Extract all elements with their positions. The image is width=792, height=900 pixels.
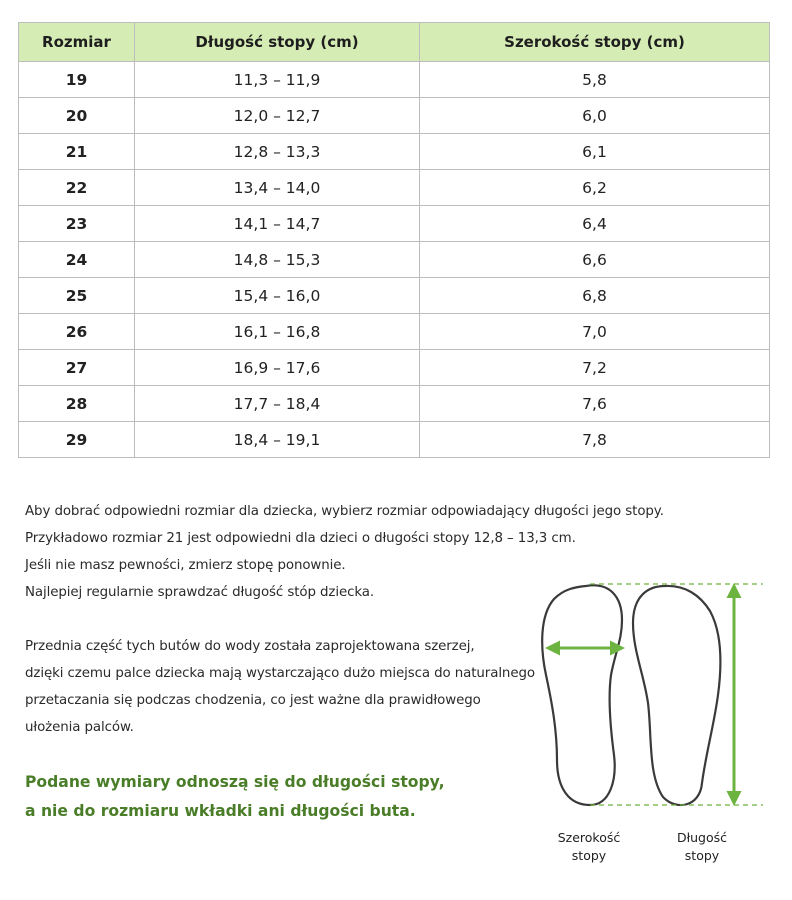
- width-caption-line: stopy: [571, 848, 607, 863]
- left-foot-outline: [542, 585, 622, 805]
- cell-size: 20: [19, 98, 135, 134]
- cell-foot-length: 12,0 – 12,7: [135, 98, 420, 134]
- design-line: ułożenia palców.: [25, 720, 134, 735]
- cell-foot-width: 6,2: [420, 170, 770, 206]
- cell-foot-length: 11,3 – 11,9: [135, 62, 420, 98]
- cell-foot-width: 6,8: [420, 278, 770, 314]
- length-caption: [647, 829, 757, 865]
- table-row: [19, 386, 770, 422]
- table-row: [19, 314, 770, 350]
- table-row: [19, 170, 770, 206]
- cell-size: 25: [19, 278, 135, 314]
- table-row: [19, 422, 770, 458]
- right-foot-outline: [633, 586, 720, 805]
- cell-foot-length: 16,9 – 17,6: [135, 350, 420, 386]
- header-foot-length: Długość stopy (cm): [135, 23, 420, 62]
- cell-foot-width: 6,4: [420, 206, 770, 242]
- table-row: [19, 62, 770, 98]
- cell-foot-length: 17,7 – 18,4: [135, 386, 420, 422]
- table-body: [19, 62, 770, 458]
- cell-foot-width: 6,6: [420, 242, 770, 278]
- cell-foot-width: 6,1: [420, 134, 770, 170]
- cell-foot-width: 6,0: [420, 98, 770, 134]
- cell-foot-length: 15,4 – 16,0: [135, 278, 420, 314]
- cell-foot-width: 7,0: [420, 314, 770, 350]
- table-row: [19, 242, 770, 278]
- intro-line: Aby dobrać odpowiedni rozmiar dla dziecka, wybierz rozmiar odpowiadający długości jego stopy.: [25, 504, 664, 519]
- table-row: [19, 134, 770, 170]
- design-paragraph: [25, 633, 535, 741]
- cell-foot-length: 14,1 – 14,7: [135, 206, 420, 242]
- intro-line: Jeśli nie masz pewności, zmierz stopę ponownie.: [25, 558, 346, 573]
- width-caption-line: Szerokość: [557, 830, 621, 845]
- intro-line: Przykładowo rozmiar 21 jest odpowiedni dla dzieci o długości stopy 12,8 – 13,3 cm.: [25, 531, 576, 546]
- cell-foot-width: 7,6: [420, 386, 770, 422]
- length-caption-line: stopy: [684, 848, 720, 863]
- header-size: Rozmiar: [19, 23, 135, 62]
- table-header: [19, 23, 770, 62]
- design-line: Przednia część tych butów do wody została zaprojektowana szerzej,: [25, 639, 475, 654]
- cell-foot-length: 13,4 – 14,0: [135, 170, 420, 206]
- cell-size: 28: [19, 386, 135, 422]
- table-row: [19, 98, 770, 134]
- cell-foot-width: 7,2: [420, 350, 770, 386]
- cell-size: 24: [19, 242, 135, 278]
- design-line: przetaczania się podczas chodzenia, co jest ważne dla prawidłowego: [25, 693, 481, 708]
- cell-foot-width: 5,8: [420, 62, 770, 98]
- cell-foot-length: 12,8 – 13,3: [135, 134, 420, 170]
- table-row: [19, 350, 770, 386]
- intro-line: Najlepiej regularnie sprawdzać długość stóp dziecka.: [25, 585, 375, 600]
- cell-size: 27: [19, 350, 135, 386]
- cell-foot-length: 18,4 – 19,1: [135, 422, 420, 458]
- cell-size: 19: [19, 62, 135, 98]
- foot-measurement-diagram: [530, 575, 770, 815]
- cell-size: 26: [19, 314, 135, 350]
- size-chart-table: [18, 22, 770, 458]
- measurement-note: [25, 768, 445, 826]
- cell-foot-length: 14,8 – 15,3: [135, 242, 420, 278]
- width-caption: [534, 829, 644, 865]
- note-line: Podane wymiary odnoszą się do długości stopy,: [25, 773, 445, 791]
- cell-size: 23: [19, 206, 135, 242]
- table-row: [19, 206, 770, 242]
- cell-size: 29: [19, 422, 135, 458]
- cell-size: 21: [19, 134, 135, 170]
- design-line: dzięki czemu palce dziecka mają wystarczająco dużo miejsca do naturalnego: [25, 666, 535, 681]
- header-foot-width: Szerokość stopy (cm): [420, 23, 770, 62]
- length-caption-line: Długość: [676, 830, 728, 845]
- cell-foot-length: 16,1 – 16,8: [135, 314, 420, 350]
- cell-foot-width: 7,8: [420, 422, 770, 458]
- note-line: a nie do rozmiaru wkładki ani długości buta.: [25, 802, 416, 820]
- cell-size: 22: [19, 170, 135, 206]
- table-row: [19, 278, 770, 314]
